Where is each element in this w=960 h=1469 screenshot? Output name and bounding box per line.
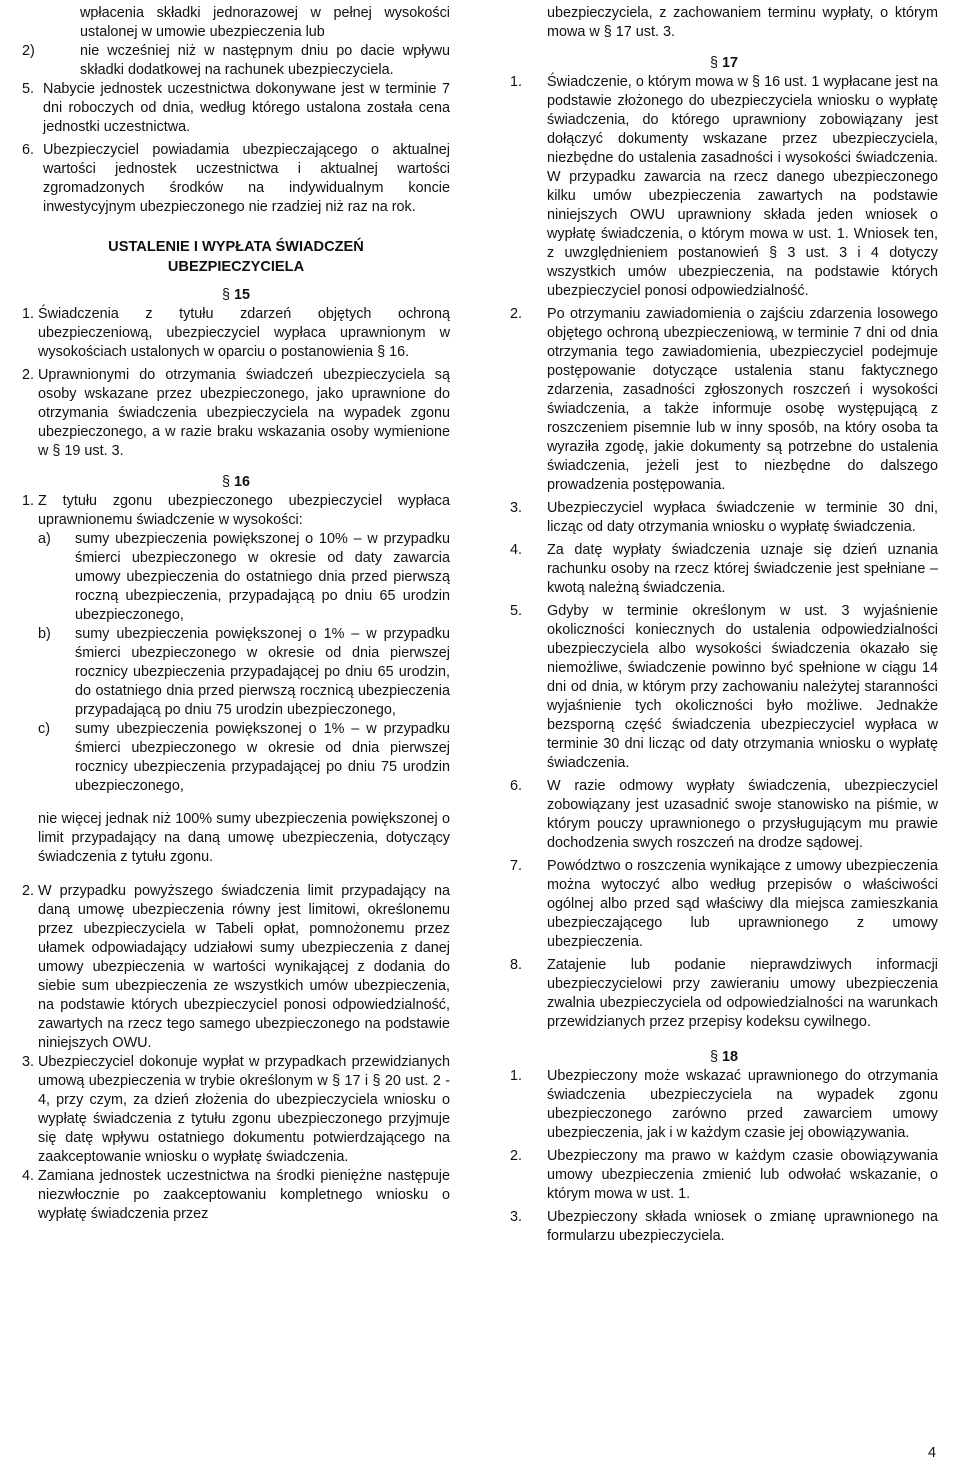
subitem-letter: a) xyxy=(38,531,51,547)
subitem-letter: c) xyxy=(38,721,50,737)
s16-item-4 xyxy=(22,1167,450,1224)
section-16-title xyxy=(22,473,450,492)
item-number: 2. xyxy=(22,882,35,899)
item-number: 6. xyxy=(22,142,35,158)
paragraph-sign: § xyxy=(709,55,718,71)
item-number: 6. xyxy=(510,778,523,794)
item-text: Po otrzymaniu zawiadomienia o zajściu zdarzenia losowego objętego ochroną ubezpieczeniową, w terminie 7 dni od dnia otrzymania tego zawiadomienia, ubezpieczyciel podejmuje postępowanie dotyczące ustalenia stanu faktycznego zdarzenia, zasadności zgłoszonych roszczeń i wysokości świadczenia, a także informuje osobę występującą z roszczeniem pisemnie lub w inny sposób, na który osoba ta wyraziła zgodę, jakie dokumenty są potrzebne do ustalenia świadczenia, jeżeli jest to niezbędne do dalszego prowadzenia postępowania. xyxy=(547,306,938,493)
item-text: Gdyby w terminie określonym w ust. 3 wyjaśnienie okoliczności koniecznych do ustalenia odpowiedzialności ubezpieczyciela albo wysokości świadczenia okazało się niemożliwe, świadczenie powinno być spełnione w ciągu 14 dni od dnia, w którym przy zachowaniu należytej staranności wyjaśnienie tych okoliczności było możliwe. Jednakże bezsporną część świadczenia ubezpieczyciel wypłaca w terminie 30 dni licząc od daty otrzymania wniosku o wypłatę świadczenia. xyxy=(547,603,938,771)
item-text: Świadczenie, o którym mowa w § 16 ust. 1 wypłacane jest na podstawie złożonego do ubezpieczyciela wniosku o wypłatę świadczenia, do którego uprawniony zobowiązany jest dołączyć dokumenty wskazane przez ubezpieczyciela, niezbędne do ustalenia zasadności i wysokości świadczenia. W przypadku zawarcia na rzecz danego ubezpieczonego kilku umów ubezpieczenia zawartych na podstawie niniejszych OWU uprawniony składa jeden wniosek o wypłatę świadczenia, o którym mowa w ust. 1. Wniosek ten, z uwzględnieniem postanowień § 3 ust. 3 i 4 dotyczy wszystkich umów ubezpieczenia, na podstawie których ubezpieczyciel ponosi odpowiedzialność. xyxy=(547,74,938,299)
continuation-text: ubezpieczyciela, z zachowaniem terminu wypłaty, o którym mowa w § 17 ust. 3. xyxy=(547,5,938,40)
item-number: 5. xyxy=(510,603,523,619)
section-number: 17 xyxy=(722,55,739,71)
subitem-letter: b) xyxy=(38,626,51,642)
s18-item-1 xyxy=(510,1067,938,1143)
item-text: Zatajenie lub podanie nieprawdziwych informacji ubezpieczycielowi przy zawieraniu umowy ubezpieczenia zwalnia ubezpieczyciela od odpowiedzialności na warunkach przewidzianych przez przepisy kodeksu cywilnego. xyxy=(547,957,938,1030)
item-text: Uprawnionymi do otrzymania świadczeń ubezpieczyciela są osoby wskazane przez ubezpieczonego, jako uprawnione do otrzymania świadczenia ubezpieczyciela na wypadek zgonu ubezpieczonego, a w razie braku wskazania osoby wymienione w § 19 ust. 3. xyxy=(38,367,450,459)
item-text: Ubezpieczyciel powiadamia ubezpieczającego o aktualnej wartości jednostek uczestnictwa i aktualnej wartości zgromadzonych środków na indywidualnym koncie inwestycyjnym ubezpieczonego nie rzadziej niż raz na rok. xyxy=(43,142,450,215)
subitem-text: sumy ubezpieczenia powiększonej o 1% – w przypadku śmierci ubezpieczonego w okresie od dnia pierwszej rocznicy ubezpieczenia przypadającej po dniu 65 urodzin, do ostatniego dnia przed pierwszą rocznicą ubezpieczenia przypadającą po dniu 75 urodzin ubezpieczonego, xyxy=(75,626,450,718)
item-number: 4. xyxy=(22,1167,35,1184)
s16-item-3 xyxy=(22,1053,450,1167)
item-number: 8. xyxy=(510,957,523,973)
section-number: 18 xyxy=(722,1049,739,1065)
item-text: W przypadku powyższego świadczenia limit przypadający na daną umowę ubezpieczenia równy jest limitowi, określonemu przez ubezpieczyciela w Tabeli opłat, pomnożonemu przez ułamek odpowiadający udziałowi sumy ubezpieczenia z danej umowy ubezpieczenia w wartości wynikającej z dodania do siebie sum ubezpieczenia ze wszystkich umów ubezpieczenia, na podstawie których ubezpieczyciel ponosi odpowiedzialność, zawartych na rzecz tego samego ubezpieczonego na podstawie niniejszych OWU. xyxy=(38,882,450,1051)
item-number: 1. xyxy=(510,74,523,90)
item-number: 1. xyxy=(22,493,35,509)
section-number: 16 xyxy=(234,474,251,490)
left-column xyxy=(22,4,450,1224)
item-number: 5. xyxy=(22,81,35,97)
list-item-6 xyxy=(22,141,450,217)
s15-item-1 xyxy=(22,305,450,362)
item-number: 1. xyxy=(22,306,35,322)
item-number: 3. xyxy=(22,1053,35,1070)
item-number: 4. xyxy=(510,542,523,558)
list-item-5 xyxy=(22,80,450,137)
s18-item-2 xyxy=(510,1147,938,1204)
s16-subitem-c xyxy=(38,720,450,796)
item-text: Ubezpieczyciel wypłaca świadczenie w terminie 30 dni, licząc od daty otrzymania wniosku o wypłatę świadczenia. xyxy=(547,500,938,535)
item-number: 7. xyxy=(510,858,523,874)
item-number: 1. xyxy=(510,1068,523,1084)
s15-item-2 xyxy=(22,366,450,461)
s16-closing-text: nie więcej jednak niż 100% sumy ubezpieczenia powiększonej o limit przypadający na daną umowę ubezpieczenia, dotyczący świadczenia z tytułu zgonu. xyxy=(38,811,450,866)
item-number: 2. xyxy=(510,1148,523,1164)
item-text: Za datę wypłaty świadczenia uznaje się dzień uznania rachunku osoby na rzecz której świadczenie jest spełniane – kwotą należną świadczenia. xyxy=(547,542,938,596)
s16-subitem-b xyxy=(38,625,450,720)
item-text: Ubezpieczyciel dokonuje wypłat w przypadkach przewidzianych umową ubezpieczenia w trybie określonym w § 17 i § 20 ust. 2 - 4, przy czym, za dzień złożenia do ubezpieczyciela wniosku o wypłatę świadczenia z tytułu zgonu ubezpieczonego przyjmuje się datę wpływu ostatniego dokumentu potwierdzającego na zaakceptowanie wniosku o wypłatę świadczenia. xyxy=(38,1053,450,1165)
item-number: 2) xyxy=(22,43,35,59)
list-item-2 xyxy=(22,42,450,80)
s17-item-3 xyxy=(510,499,938,537)
item-number: 2. xyxy=(22,367,35,383)
item-text: Nabycie jednostek uczestnictwa dokonywane jest w terminie 7 dni roboczych od dnia, według którego ustalona została cena jednostki uczestnictwa. xyxy=(43,81,450,135)
s17-item-6 xyxy=(510,777,938,853)
s17-item-7 xyxy=(510,857,938,952)
section-15-title xyxy=(22,286,450,305)
right-column xyxy=(510,4,938,1246)
intro-line: wpłacenia składki jednorazowej w pełnej wysokości ustalonej w umowie ubezpieczenia lub xyxy=(80,5,450,40)
item-text: Ubezpieczony składa wniosek o zmianę uprawnionego na formularzu ubezpieczyciela. xyxy=(547,1209,938,1244)
section-17-title xyxy=(510,54,938,73)
item-text: Zamiana jednostek uczestnictwa na środki pieniężne następuje niezwłocznie po zaakceptowaniu kompletnego wniosku o wypłatę świadczenia przez xyxy=(38,1167,450,1222)
item-text: Świadczenia z tytułu zdarzeń objętych ochroną ubezpieczeniową, ubezpieczyciel wypłaca uprawnionym w wysokościach ustalonych w oparciu o postanowienia § 16. xyxy=(38,306,450,360)
item-number: 3. xyxy=(510,500,523,516)
item-text: nie wcześniej niż w następnym dniu po dacie wpływu składki dodatkowej na rachunek ubezpieczyciela. xyxy=(80,43,450,78)
s17-item-4 xyxy=(510,541,938,598)
s18-item-3 xyxy=(510,1208,938,1246)
s17-item-5 xyxy=(510,602,938,773)
s17-item-1 xyxy=(510,73,938,301)
s16-subitem-a xyxy=(38,530,450,625)
s16-item-2 xyxy=(22,882,450,1053)
s16-item-1 xyxy=(22,492,450,530)
section-18-title xyxy=(510,1048,938,1067)
paragraph-sign: § xyxy=(221,474,230,490)
section-heading: USTALENIE I WYPŁATA ŚWIADCZEŃ UBEZPIECZYCIELA xyxy=(108,239,364,275)
item-text: Z tytułu zgonu ubezpieczonego ubezpieczyciel wypłaca uprawnionemu świadczenie w wysokości: xyxy=(38,493,450,528)
item-number: 3. xyxy=(510,1209,523,1225)
paragraph-sign: § xyxy=(221,287,230,303)
item-text: W razie odmowy wypłaty świadczenia, ubezpieczyciel zobowiązany jest uzasadnić swoje stanowisko na piśmie, w którym pouczy uprawnionego o przysługującym mu prawie dochodzenia swych roszczeń na drodze sądowej. xyxy=(547,778,938,851)
paragraph-sign: § xyxy=(709,1049,718,1065)
item-text: Ubezpieczony ma prawo w każdym czasie obowiązywania umowy ubezpieczenia zmienić lub odwołać wskazanie, o którym mowa w ust. 1. xyxy=(547,1148,938,1202)
s17-item-2 xyxy=(510,305,938,495)
section-number: 15 xyxy=(234,287,251,303)
page-number: 4 xyxy=(927,1445,936,1461)
item-number: 2. xyxy=(510,306,523,322)
item-text: Ubezpieczony może wskazać uprawnionego do otrzymania świadczenia ubezpieczyciela na wypadek zgonu ubezpieczonego zarówno przed zawarciem umowy ubezpieczenia, jak i w każdym czasie jej obowiązywania. xyxy=(547,1068,938,1141)
item-text: Powództwo o roszczenia wynikające z umowy ubezpieczenia można wytoczyć albo według przepisów o właściwości ogólnej albo przed sąd właściwy dla miejsca zamieszkania ubezpieczającego lub uprawnionego z umowy ubezpieczenia. xyxy=(547,858,938,950)
s17-item-8 xyxy=(510,956,938,1032)
subitem-text: sumy ubezpieczenia powiększonej o 1% – w przypadku śmierci ubezpieczonego w okresie od dnia pierwszej rocznicy ubezpieczenia przypadającej po dniu 75 urodzin ubezpieczonego, xyxy=(75,721,450,794)
subitem-text: sumy ubezpieczenia powiększonej o 10% – w przypadku śmierci ubezpieczonego w okresie od daty zawarcia umowy ubezpieczenia do ostatniego dnia przed pierwszą roczną ubezpieczenia, przypadającą po dniu 65 urodzin ubezpieczonego, xyxy=(75,531,450,623)
